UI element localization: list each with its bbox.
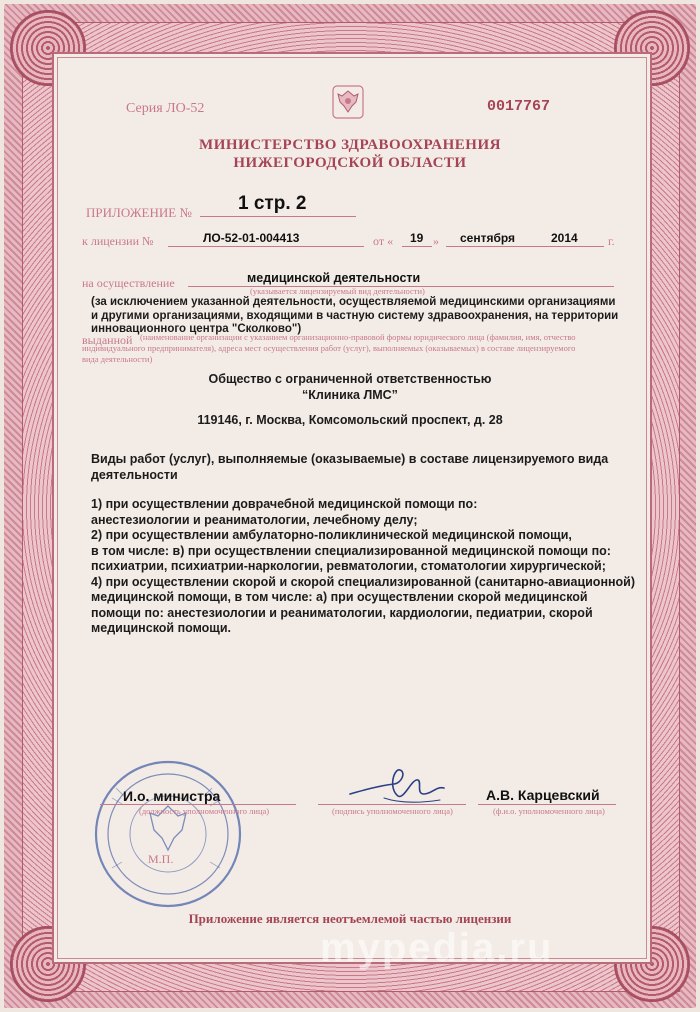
day-underline — [402, 246, 432, 247]
date-open-quote: от « — [373, 234, 394, 248]
activity-exclusion — [91, 296, 631, 337]
works-list — [91, 497, 636, 637]
works-intro-line: Виды работ (услуг), выполняемые (оказываемые) в составе лицензируемого вида — [91, 452, 609, 466]
license-prefix: к лицензии № — [82, 234, 154, 248]
activity-label: на осуществление — [82, 276, 175, 290]
works-list-line: анестезиологии и реаниматологии, лечебному делу; — [91, 512, 418, 527]
issued-caption — [140, 332, 620, 343]
signatory-position: И.о. министра — [123, 788, 221, 804]
license-number: ЛО-52-01-004413 — [203, 231, 300, 245]
exclusion-line: инновационного центра "Сколково") — [91, 323, 302, 335]
works-list-line: 1) при осуществлении доврачебной медицинской помощи по: — [91, 497, 478, 511]
year-suffix: г. — [608, 234, 615, 248]
date-close-quote: » — [433, 234, 439, 248]
issued-caption-line: вида деятельности) — [82, 354, 153, 364]
works-list-line: психиатрии, психиатрии-наркологии, ревматологии, стоматологии хирургической; — [91, 559, 606, 573]
issued-label: выданной — [82, 333, 133, 347]
position-underline — [100, 804, 296, 805]
month-underline — [446, 246, 604, 247]
license-month: сентября — [460, 231, 516, 245]
works-list-line: медицинской помощи, в том числе: а) при осуществлении скорой медицинской — [91, 590, 588, 604]
organization-name-line1: Общество с ограниченной ответственностью — [208, 372, 492, 386]
name-underline — [478, 804, 616, 805]
works-list-line: 2) при осуществлении амбулаторно-поликлинической медицинской помощи, — [91, 528, 572, 542]
works-list-line: 4) при осуществлении скорой и скорой специализированной (санитарно-авиационной) — [91, 574, 636, 589]
works-list-line: в том числе: в) при осуществлении специализированной медицинской помощи по: — [91, 543, 611, 558]
license-day: 19 — [410, 231, 424, 245]
issued-caption-rest — [82, 343, 622, 365]
works-intro-line: деятельности — [91, 468, 178, 482]
name-caption: (ф.и.о. уполномоченного лица) — [493, 806, 605, 816]
appendix-value: 1 стр. 2 — [238, 193, 307, 214]
appendix-underline — [200, 216, 356, 217]
coat-of-arms-icon — [330, 84, 366, 120]
ministry-title-line2: НИЖЕГОРОДСКОЙ ОБЛАСТИ — [233, 155, 467, 171]
position-caption: (должность уполномоченного лица) — [139, 806, 270, 816]
footer-note: Приложение является неотъемлемой частью лицензии — [188, 911, 512, 926]
organization-block — [0, 371, 700, 403]
activity-value: медицинской деятельности — [247, 271, 421, 285]
works-list-line: медицинской помощи. — [91, 621, 232, 635]
organization-name-line2: “Клиника ЛМС” — [302, 388, 398, 402]
signatory-name: А.В. Карцевский — [486, 787, 600, 803]
seal-label: М.П. — [148, 852, 174, 866]
organization-address: 119146, г. Москва, Комсомольский проспект, д. 28 — [197, 413, 503, 427]
issued-caption-line: (наименование организации с указанием организационно-правовой формы юридического лица (фамилия, имя, отчество — [140, 332, 576, 342]
form-number: 0017767 — [487, 98, 551, 115]
official-seal-stamp — [92, 758, 244, 910]
watermark-text: mypedia.ru — [320, 926, 554, 970]
activity-caption: (указывается лицензируемый вид деятельности) — [250, 286, 425, 296]
exclusion-line: и другими организациями, входящими в частную систему здравоохранения, на территории — [91, 309, 619, 322]
works-list-line: помощи по: анестезиологии и реаниматологии, кардиологии, педиатрии, скорой — [91, 605, 593, 620]
license-year: 2014 — [551, 231, 578, 245]
issued-caption-line: индивидуального предпринимателя), адреса мест осуществления работ (услуг), выполняемых (оказываемых) в составе лицензируемого — [82, 343, 576, 353]
ministry-title-line1: МИНИСТЕРСТВО ЗДРАВООХРАНЕНИЯ — [199, 137, 501, 153]
signature-underline — [318, 804, 466, 805]
appendix-label: ПРИЛОЖЕНИЕ № — [86, 205, 192, 220]
license-underline — [168, 246, 364, 247]
series-label: Серия ЛО-52 — [126, 101, 205, 116]
exclusion-line: (за исключением указанной деятельности, осуществляемой медицинскими организациями — [91, 296, 616, 308]
works-intro — [91, 451, 636, 483]
signature-caption: (подпись уполномоченного лица) — [332, 806, 453, 816]
